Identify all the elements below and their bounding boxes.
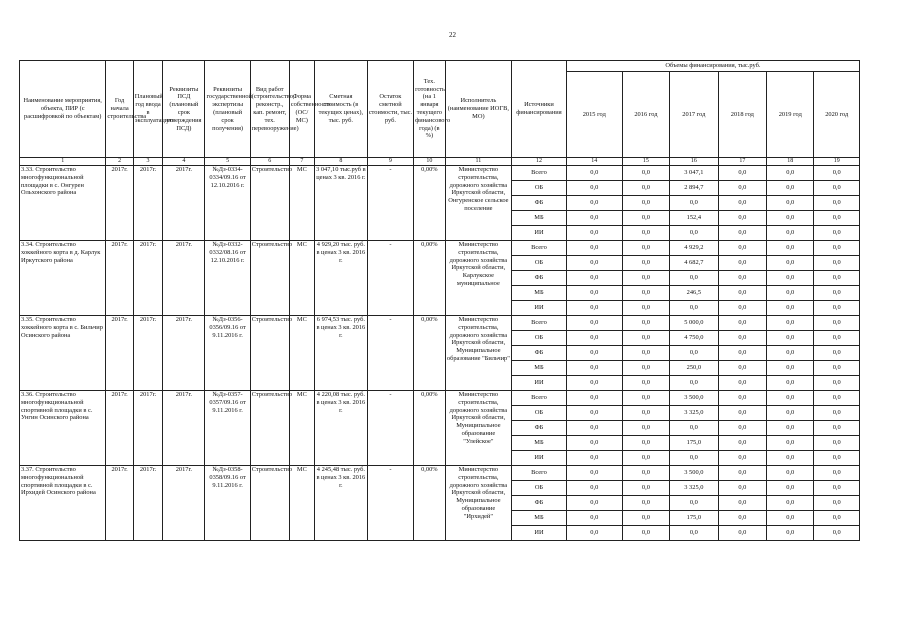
header-name: Наименование мероприятия, объекта, ПИР (с расшифровкой по объектам)	[20, 61, 106, 158]
funding-value-cell: 0,0	[718, 256, 766, 271]
estimate-cell: 4 220,08 тыс. руб. в ценах 3 кв. 2016 г.	[315, 391, 368, 466]
funding-value-cell: 0,0	[622, 211, 669, 226]
funding-value-cell: 0,0	[566, 286, 622, 301]
funding-value-cell: 0,0	[566, 451, 622, 466]
funding-value-cell: 0,0	[767, 301, 814, 316]
funding-value-cell: 3 500,0	[670, 391, 718, 406]
header-sources: Источники финансирования	[512, 61, 567, 158]
source-cell: ФБ	[512, 346, 567, 361]
funding-value-cell: 0,0	[767, 286, 814, 301]
funding-value-cell: 0,0	[767, 256, 814, 271]
funding-value-cell: 0,0	[767, 181, 814, 196]
funding-value-cell: 0,0	[718, 526, 766, 541]
funding-value-cell: 0,0	[814, 301, 860, 316]
source-cell: ИИ	[512, 301, 567, 316]
funding-value-cell: 0,0	[814, 166, 860, 181]
column-number: 19	[814, 158, 860, 166]
funding-value-cell: 0,0	[814, 376, 860, 391]
funding-value-cell: 0,0	[814, 436, 860, 451]
table-row	[20, 241, 860, 256]
psd-cell: 2017г.	[163, 391, 205, 466]
funding-value-cell: 0,0	[814, 391, 860, 406]
funding-value-cell: 0,0	[767, 391, 814, 406]
funding-value-cell: 0,0	[622, 316, 669, 331]
header-year: 2019 год	[767, 72, 814, 158]
source-cell: ОБ	[512, 406, 567, 421]
column-number: 6	[250, 158, 289, 166]
source-cell: Всего	[512, 316, 567, 331]
column-number: 17	[718, 158, 766, 166]
funding-value-cell: 0,0	[814, 196, 860, 211]
work-type-cell: Строительство	[250, 466, 289, 541]
executor-cell: Министерство строительства, дорожного хозяйства Иркутской области, Муниципальное образование "Улейское"	[445, 391, 511, 466]
funding-value-cell: 0,0	[814, 526, 860, 541]
funding-value-cell: 0,0	[566, 376, 622, 391]
funding-value-cell: 0,0	[566, 346, 622, 361]
ownership-cell: МС	[289, 166, 314, 241]
funding-value-cell: 0,0	[622, 376, 669, 391]
funding-value-cell: 4 929,2	[670, 241, 718, 256]
funding-value-cell: 0,0	[767, 466, 814, 481]
psd-cell: 2017г.	[163, 241, 205, 316]
funding-value-cell: 175,0	[670, 511, 718, 526]
column-number: 3	[133, 158, 163, 166]
planned-year-cell: 2017г.	[133, 391, 163, 466]
start-year-cell: 2017г.	[106, 466, 133, 541]
funding-value-cell: 3 047,1	[670, 166, 718, 181]
funding-value-cell: 0,0	[718, 361, 766, 376]
column-number: 4	[163, 158, 205, 166]
funding-value-cell: 0,0	[622, 511, 669, 526]
funding-value-cell: 0,0	[566, 496, 622, 511]
source-cell: МБ	[512, 286, 567, 301]
funding-value-cell: 0,0	[814, 481, 860, 496]
funding-value-cell: 0,0	[566, 226, 622, 241]
column-number: 8	[315, 158, 368, 166]
funding-value-cell: 0,0	[566, 166, 622, 181]
column-number: 1	[20, 158, 106, 166]
object-name-cell: 3.34. Строительство хоккейного корта в д. Карлук Иркутского района	[20, 241, 106, 316]
funding-value-cell: 0,0	[814, 466, 860, 481]
funding-value-cell: 0,0	[767, 316, 814, 331]
source-cell: МБ	[512, 361, 567, 376]
funding-value-cell: 0,0	[767, 376, 814, 391]
funding-value-cell: 0,0	[814, 211, 860, 226]
funding-value-cell: 0,0	[814, 271, 860, 286]
funding-value-cell: 0,0	[718, 391, 766, 406]
funding-value-cell: 0,0	[767, 436, 814, 451]
funding-value-cell: 0,0	[814, 331, 860, 346]
funding-value-cell: 0,0	[670, 526, 718, 541]
funding-value-cell: 0,0	[566, 421, 622, 436]
funding-value-cell: 0,0	[814, 406, 860, 421]
funding-value-cell: 0,0	[622, 481, 669, 496]
funding-value-cell: 0,0	[566, 391, 622, 406]
remaining-cell: -	[367, 166, 413, 241]
funding-value-cell: 0,0	[767, 196, 814, 211]
funding-value-cell: 0,0	[670, 496, 718, 511]
funding-value-cell: 0,0	[718, 241, 766, 256]
source-cell: ИИ	[512, 526, 567, 541]
column-number: 9	[367, 158, 413, 166]
funding-value-cell: 0,0	[767, 526, 814, 541]
header-expertise: Реквизиты государственной экспертизы (плановый срок получения)	[205, 61, 250, 158]
funding-value-cell: 0,0	[814, 256, 860, 271]
funding-value-cell: 0,0	[622, 286, 669, 301]
funding-value-cell: 0,0	[718, 331, 766, 346]
funding-value-cell: 0,0	[622, 466, 669, 481]
header-year: 2017 год	[670, 72, 718, 158]
table-row	[20, 391, 860, 406]
table-row	[20, 166, 860, 181]
executor-cell: Министерство строительства, дорожного хозяйства Иркутской области, Муниципальное образование "Ирхидей"	[445, 466, 511, 541]
estimate-cell: 6 974,53 тыс. руб. в ценах 3 кв. 2016 г.	[315, 316, 368, 391]
funding-value-cell: 0,0	[670, 301, 718, 316]
funding-value-cell: 0,0	[566, 196, 622, 211]
funding-value-cell: 0,0	[622, 256, 669, 271]
estimate-cell: 4 929,20 тыс. руб. в ценах 3 кв. 2016 г.	[315, 241, 368, 316]
header-executor: Исполнитель (наименование ИОГВ, МО)	[445, 61, 511, 158]
funding-value-cell: 0,0	[767, 511, 814, 526]
funding-value-cell: 0,0	[718, 346, 766, 361]
source-cell: ОБ	[512, 181, 567, 196]
column-number: 2	[106, 158, 133, 166]
funding-value-cell: 250,0	[670, 361, 718, 376]
funding-value-cell: 0,0	[767, 361, 814, 376]
funding-value-cell: 0,0	[718, 301, 766, 316]
funding-value-cell: 0,0	[622, 166, 669, 181]
psd-cell: 2017г.	[163, 316, 205, 391]
funding-value-cell: 0,0	[767, 421, 814, 436]
funding-value-cell: 0,0	[814, 241, 860, 256]
source-cell: ФБ	[512, 496, 567, 511]
header-remaining: Остаток сметной стоимости, тыс. руб.	[367, 61, 413, 158]
column-number: 10	[414, 158, 446, 166]
funding-value-cell: 0,0	[622, 361, 669, 376]
header-start-year: Год начала строительства	[106, 61, 133, 158]
funding-value-cell: 0,0	[814, 346, 860, 361]
source-cell: Всего	[512, 391, 567, 406]
funding-value-cell: 0,0	[814, 451, 860, 466]
funding-value-cell: 0,0	[814, 316, 860, 331]
source-cell: ФБ	[512, 271, 567, 286]
table-body	[20, 166, 860, 541]
object-name-cell: 3.37. Строительство многофункциональной спортивной площадки в с. Ирхидей Осинского района	[20, 466, 106, 541]
funding-value-cell: 0,0	[670, 196, 718, 211]
funding-value-cell: 0,0	[718, 166, 766, 181]
funding-value-cell: 3 500,0	[670, 466, 718, 481]
column-number: 7	[289, 158, 314, 166]
funding-value-cell: 3 325,0	[670, 406, 718, 421]
funding-value-cell: 0,0	[767, 481, 814, 496]
funding-value-cell: 0,0	[566, 466, 622, 481]
funding-value-cell: 0,0	[718, 211, 766, 226]
funding-value-cell: 0,0	[767, 166, 814, 181]
header-ownership: Форма собственности (ОС/МС)	[289, 61, 314, 158]
funding-value-cell: 0,0	[622, 391, 669, 406]
funding-value-cell: 0,0	[767, 331, 814, 346]
header-psd: Реквизиты ПСД (плановый срок утверждения ПСД)	[163, 61, 205, 158]
executor-cell: Министерство строительства, дорожного хозяйства Иркутской области, Муниципальное образование "Бильчир"	[445, 316, 511, 391]
column-number: 16	[670, 158, 718, 166]
remaining-cell: -	[367, 241, 413, 316]
funding-value-cell: 0,0	[767, 271, 814, 286]
funding-value-cell: 0,0	[622, 436, 669, 451]
funding-value-cell: 0,0	[718, 196, 766, 211]
header-year: 2015 год	[566, 72, 622, 158]
funding-value-cell: 0,0	[718, 316, 766, 331]
expertise-cell: №Дз-0334-0334/09.16 от 12.10.2016 г.	[205, 166, 250, 241]
column-number: 11	[445, 158, 511, 166]
source-cell: Всего	[512, 466, 567, 481]
psd-cell: 2017г.	[163, 466, 205, 541]
funding-value-cell: 246,5	[670, 286, 718, 301]
funding-value-cell: 0,0	[718, 481, 766, 496]
funding-value-cell: 0,0	[814, 286, 860, 301]
funding-value-cell: 0,0	[622, 196, 669, 211]
remaining-cell: -	[367, 316, 413, 391]
header-funding-title: Объемы финансирования, тыс.руб.	[566, 61, 859, 72]
funding-value-cell: 0,0	[767, 241, 814, 256]
source-cell: ИИ	[512, 451, 567, 466]
planned-year-cell: 2017г.	[133, 166, 163, 241]
source-cell: Всего	[512, 166, 567, 181]
source-cell: ИИ	[512, 376, 567, 391]
ownership-cell: МС	[289, 466, 314, 541]
planned-year-cell: 2017г.	[133, 316, 163, 391]
executor-cell: Министерство строительства, дорожного хозяйства Иркутской области, Онгуренское сельское поселение	[445, 166, 511, 241]
readiness-cell: 0,00%	[414, 466, 446, 541]
page-number: 22	[449, 31, 456, 39]
source-cell: Всего	[512, 241, 567, 256]
expertise-cell: №Дз-0332-0332/08.16 от 12.10.2016 г.	[205, 241, 250, 316]
expertise-cell: №Дз-0357-0357/09.16 от 9.11.2016 г.	[205, 391, 250, 466]
funding-value-cell: 0,0	[767, 226, 814, 241]
funding-value-cell: 0,0	[670, 226, 718, 241]
funding-value-cell: 0,0	[566, 256, 622, 271]
remaining-cell: -	[367, 466, 413, 541]
funding-value-cell: 0,0	[767, 211, 814, 226]
funding-value-cell: 0,0	[718, 286, 766, 301]
ownership-cell: МС	[289, 241, 314, 316]
start-year-cell: 2017г.	[106, 391, 133, 466]
funding-value-cell: 0,0	[718, 466, 766, 481]
funding-value-cell: 0,0	[566, 406, 622, 421]
work-type-cell: Строительство	[250, 241, 289, 316]
source-cell: ОБ	[512, 256, 567, 271]
ownership-cell: МС	[289, 391, 314, 466]
readiness-cell: 0,00%	[414, 316, 446, 391]
funding-value-cell: 0,0	[814, 421, 860, 436]
funding-value-cell: 0,0	[670, 451, 718, 466]
work-type-cell: Строительство	[250, 316, 289, 391]
source-cell: ФБ	[512, 196, 567, 211]
funding-value-cell: 0,0	[566, 361, 622, 376]
funding-value-cell: 0,0	[622, 226, 669, 241]
funding-value-cell: 0,0	[814, 226, 860, 241]
psd-cell: 2017г.	[163, 166, 205, 241]
estimate-cell: 3 047,10 тыс.руб в ценах 3 кв. 2016 г.	[315, 166, 368, 241]
funding-value-cell: 0,0	[566, 301, 622, 316]
header-year: 2020 год	[814, 72, 860, 158]
object-name-cell: 3.36. Строительство многофункциональной спортивной площадки в с. Унгин Осинского района	[20, 391, 106, 466]
funding-value-cell: 0,0	[767, 496, 814, 511]
planned-year-cell: 2017г.	[133, 241, 163, 316]
funding-value-cell: 0,0	[718, 451, 766, 466]
estimate-cell: 4 245,48 тыс. руб. в ценах 3 кв. 2016 г.	[315, 466, 368, 541]
funding-value-cell: 0,0	[566, 526, 622, 541]
source-cell: МБ	[512, 436, 567, 451]
funding-value-cell: 0,0	[622, 526, 669, 541]
executor-cell: Министерство строительства, дорожного хозяйства Иркутской области, Карлукское муниципальное	[445, 241, 511, 316]
funding-value-cell: 152,4	[670, 211, 718, 226]
funding-value-cell: 0,0	[670, 346, 718, 361]
funding-value-cell: 0,0	[767, 451, 814, 466]
funding-value-cell: 0,0	[718, 271, 766, 286]
table-header	[20, 61, 860, 166]
funding-value-cell: 0,0	[622, 406, 669, 421]
funding-value-cell: 0,0	[814, 361, 860, 376]
funding-value-cell: 0,0	[670, 376, 718, 391]
remaining-cell: -	[367, 391, 413, 466]
readiness-cell: 0,00%	[414, 391, 446, 466]
financing-table	[19, 60, 860, 541]
funding-value-cell: 0,0	[718, 226, 766, 241]
funding-value-cell: 0,0	[622, 271, 669, 286]
column-number: 15	[622, 158, 669, 166]
funding-value-cell: 0,0	[566, 481, 622, 496]
funding-value-cell: 0,0	[718, 181, 766, 196]
source-cell: ОБ	[512, 331, 567, 346]
planned-year-cell: 2017г.	[133, 466, 163, 541]
funding-value-cell: 0,0	[622, 331, 669, 346]
funding-value-cell: 0,0	[622, 496, 669, 511]
funding-value-cell: 0,0	[622, 181, 669, 196]
object-name-cell: 3.33. Строительство многофункциональной площадки в с. Онгурен Ольхонского района	[20, 166, 106, 241]
funding-value-cell: 0,0	[566, 331, 622, 346]
funding-value-cell: 0,0	[566, 241, 622, 256]
funding-value-cell: 0,0	[767, 406, 814, 421]
work-type-cell: Строительство	[250, 391, 289, 466]
funding-value-cell: 0,0	[566, 211, 622, 226]
column-number: 14	[566, 158, 622, 166]
funding-value-cell: 0,0	[670, 421, 718, 436]
funding-value-cell: 4 750,0	[670, 331, 718, 346]
funding-value-cell: 0,0	[566, 511, 622, 526]
funding-value-cell: 0,0	[566, 316, 622, 331]
funding-value-cell: 0,0	[566, 436, 622, 451]
column-number: 18	[767, 158, 814, 166]
header-year: 2016 год	[622, 72, 669, 158]
funding-value-cell: 2 894,7	[670, 181, 718, 196]
funding-value-cell: 5 000,0	[670, 316, 718, 331]
funding-value-cell: 0,0	[718, 496, 766, 511]
funding-value-cell: 0,0	[814, 181, 860, 196]
readiness-cell: 0,00%	[414, 241, 446, 316]
funding-value-cell: 0,0	[718, 511, 766, 526]
funding-value-cell: 0,0	[718, 421, 766, 436]
work-type-cell: Строительство	[250, 166, 289, 241]
table-row	[20, 466, 860, 481]
funding-value-cell: 0,0	[622, 421, 669, 436]
start-year-cell: 2017г.	[106, 316, 133, 391]
source-cell: ОБ	[512, 481, 567, 496]
header-planned-year: Плановый год ввода в эксплуатацию	[133, 61, 163, 158]
funding-value-cell: 0,0	[622, 346, 669, 361]
column-number: 12	[512, 158, 567, 166]
table-row	[20, 316, 860, 331]
funding-value-cell: 0,0	[814, 496, 860, 511]
header-readiness: Тех. готовность (на 1 января текущего финансового года) (в %)	[414, 61, 446, 158]
header-work-type: Вид работ (строительство, реконстр., кап. ремонт, тех. перевооружение)	[250, 61, 289, 158]
header-year: 2018 год	[718, 72, 766, 158]
funding-value-cell: 175,0	[670, 436, 718, 451]
expertise-cell: №Дз-0358-0358/09.16 от 9.11.2016 г.	[205, 466, 250, 541]
column-numbers-row	[20, 158, 860, 166]
source-cell: МБ	[512, 511, 567, 526]
funding-value-cell: 3 325,0	[670, 481, 718, 496]
expertise-cell: №Дз-0356-0356/09.16 от 9.11.2016 г.	[205, 316, 250, 391]
start-year-cell: 2017г.	[106, 166, 133, 241]
header-estimate: Сметная стоимость (в текущих ценах), тыс. руб.	[315, 61, 368, 158]
readiness-cell: 0,00%	[414, 166, 446, 241]
funding-value-cell: 0,0	[566, 181, 622, 196]
funding-value-cell: 0,0	[814, 511, 860, 526]
funding-value-cell: 0,0	[566, 271, 622, 286]
funding-value-cell: 0,0	[670, 271, 718, 286]
funding-value-cell: 0,0	[622, 451, 669, 466]
funding-value-cell: 0,0	[622, 241, 669, 256]
funding-value-cell: 0,0	[718, 436, 766, 451]
funding-value-cell: 0,0	[718, 376, 766, 391]
ownership-cell: МС	[289, 316, 314, 391]
start-year-cell: 2017г.	[106, 241, 133, 316]
source-cell: ИИ	[512, 226, 567, 241]
object-name-cell: 3.35. Строительство хоккейного корта в с. Бильчир Осинского района	[20, 316, 106, 391]
column-number: 5	[205, 158, 250, 166]
funding-value-cell: 4 682,7	[670, 256, 718, 271]
funding-value-cell: 0,0	[718, 406, 766, 421]
funding-value-cell: 0,0	[767, 346, 814, 361]
source-cell: ФБ	[512, 421, 567, 436]
source-cell: МБ	[512, 211, 567, 226]
funding-value-cell: 0,0	[622, 301, 669, 316]
